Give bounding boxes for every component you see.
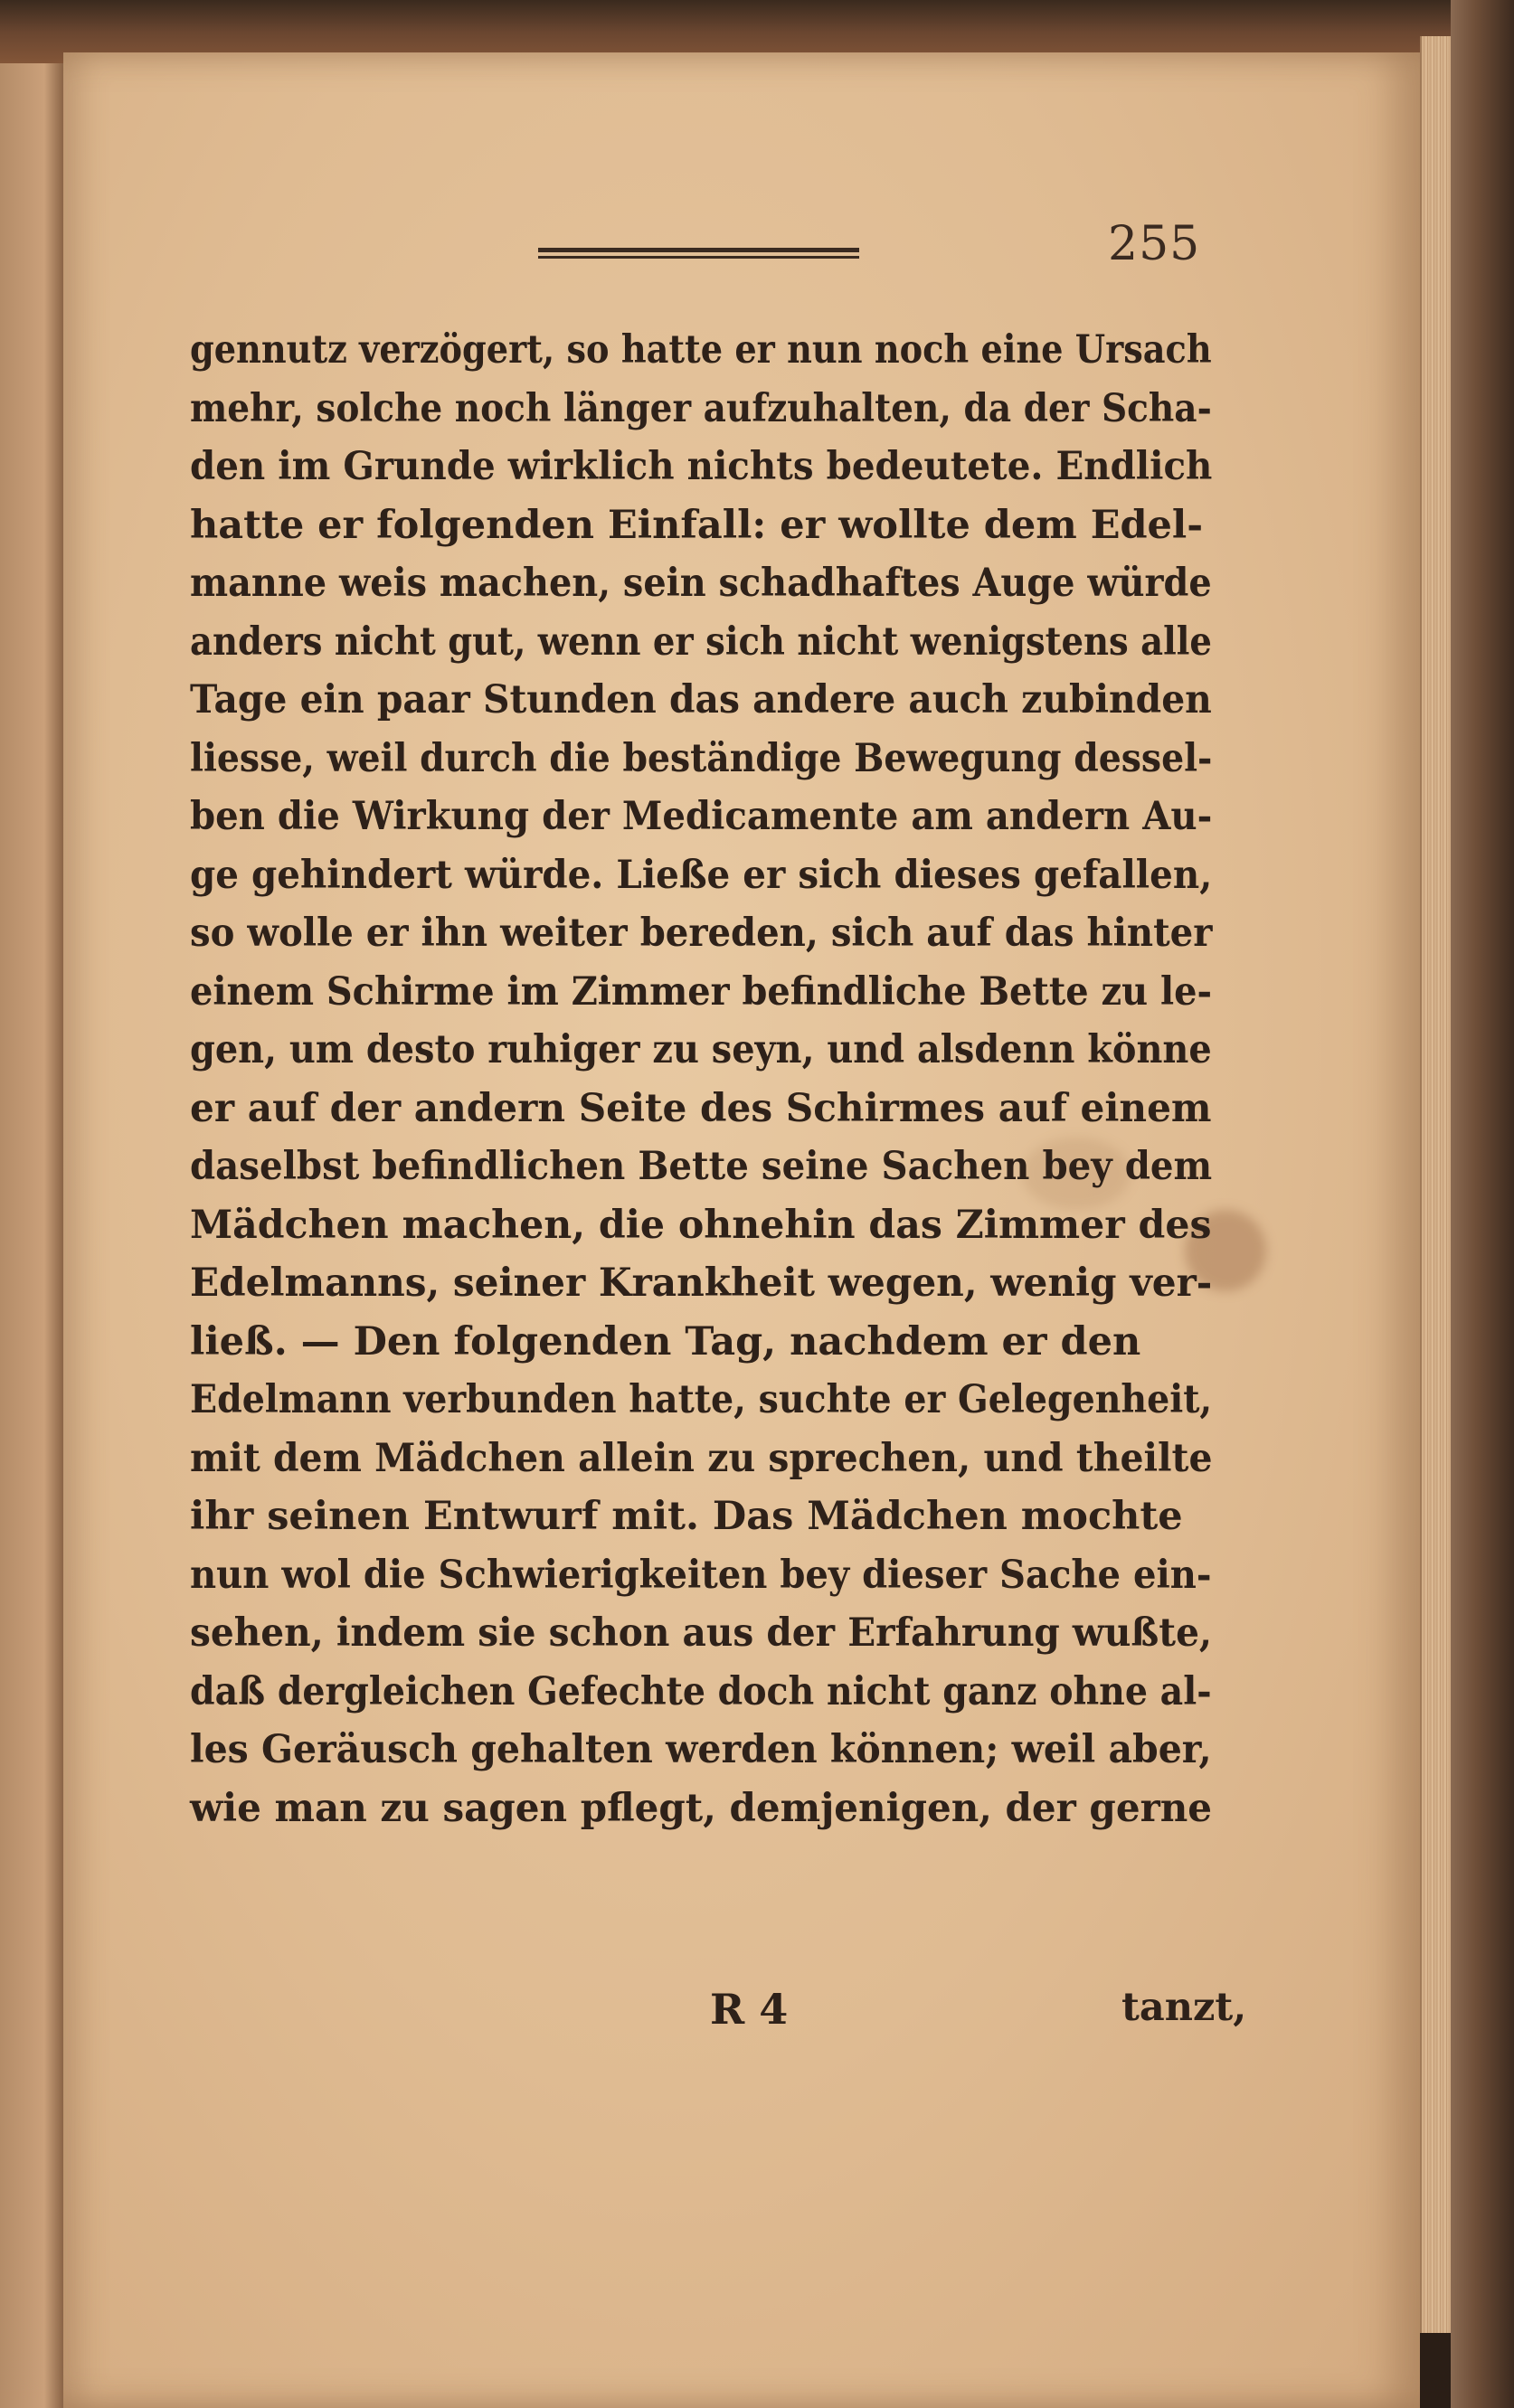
signature-mark: R 4	[710, 1985, 789, 2034]
text-line: Tage ein paar Stunden das andere auch zubinden	[190, 677, 1212, 722]
text-line: Edelmann verbunden hatte, suchte er Gelegenheit,	[190, 1377, 1213, 1422]
facing-page-edge	[0, 63, 66, 2408]
text-line: gen, um desto ruhiger zu seyn, und alsdenn könne	[190, 1027, 1212, 1072]
text-line: daß dergleichen Gefechte doch nicht ganz ohne al-	[190, 1668, 1212, 1714]
text-line: Edelmanns, seiner Krankheit wegen, wenig ver-	[190, 1261, 1213, 1306]
body-text	[190, 321, 1212, 1837]
header-rule-line	[538, 248, 859, 252]
text-line: gennutz verzögert, so hatte er nun noch eine Ursach	[190, 327, 1212, 373]
page-number: 255	[1108, 217, 1201, 271]
text-line: einem Schirme im Zimmer befindliche Bette zu le-	[190, 968, 1213, 1015]
text-line: anders nicht gut, wenn er sich nicht wenigstens alle	[190, 619, 1212, 665]
text-line: ihr seinen Entwurf mit. Das Mädchen mochte	[190, 1494, 1183, 1539]
binding-right-edge	[1451, 0, 1514, 2408]
text-line: liesse, weil durch die beständige Bewegung dessel-	[190, 735, 1213, 781]
text-line: mit dem Mädchen allein zu sprechen, und theilte	[190, 1435, 1213, 1481]
text-line: manne weis machen, sein schadhaftes Auge würde	[190, 561, 1212, 606]
text-line: mehr, solche noch länger aufzuhalten, da der Scha-	[190, 385, 1212, 431]
text-line: ließ. — Den folgenden Tag, nachdem er den	[190, 1318, 1141, 1365]
text-line: Mädchen machen, die ohnehin das Zimmer des	[190, 1202, 1212, 1248]
text-line: nun wol die Schwierigkeiten bey dieser Sache ein-	[190, 1552, 1212, 1598]
text-line: er auf der andern Seite des Schirmes auf einem	[190, 1085, 1212, 1131]
text-line: hatte er folgenden Einfall: er wollte dem Edel-	[190, 502, 1204, 548]
text-line: les Geräusch gehalten werden können; weil aber,	[190, 1727, 1212, 1772]
header-rule	[538, 244, 859, 264]
text-line: ben die Wirkung der Medicamente am andern Au-	[190, 794, 1213, 839]
text-line: den im Grunde wirklich nichts bedeutete. Endlich	[190, 444, 1213, 489]
text-line: so wolle er ihn weiter bereden, sich auf das hinter	[190, 911, 1213, 956]
text-line: sehen, indem sie schon aus der Erfahrung wußte,	[190, 1610, 1213, 1656]
text-line: ge gehindert würde. Ließe er sich dieses gefallen,	[190, 852, 1213, 898]
catchword: tanzt,	[1121, 1985, 1247, 2030]
text-line: daselbst befindlichen Bette seine Sachen bey dem	[190, 1144, 1213, 1189]
header-rule-line	[538, 256, 859, 259]
text-line: wie man zu sagen pflegt, demjenigen, der gerne	[190, 1785, 1213, 1831]
